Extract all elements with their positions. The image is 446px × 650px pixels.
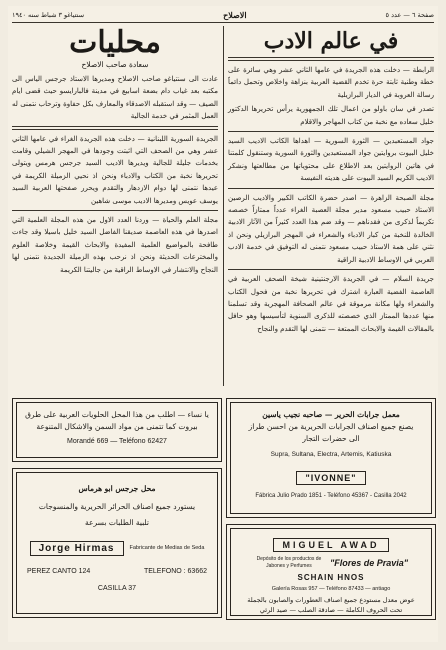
header-date: سنتياغو ٣ شباط سنه ١٩٤٠ [12,11,85,19]
section-title-local: محليات [69,25,161,60]
divider [12,126,218,130]
ad-address: Morandé 669 — Teléfono 62427 [67,438,167,445]
ad-brand-name: "IVONNE" [296,471,365,485]
article-subhead: سعادة صاحب الاصلاح [81,60,149,69]
article-paragraph: جواد المستعبدين — الثورة السورية — اهداها الكاتب الاديب السيد خليل البيوت بروايتين جواد المستعبدين والثورة السورية وستنقول كلمتنا في هاتين الروايتين بعد الاطلاع على محتوياتها من مطالعتها ونشكر الاديب الكريم السيد البيوت على هديته النفيسة [228,137,434,183]
ad-company: SCHAIN HNOS [297,573,365,582]
article-paragraph: جريدة السلام — في الجريدة الارجنتينية شيخة الصحف العربية في العاصمة الفضية العبارة اشترك في تحريرها نخبة من فحول الكتاب والشعراء ولها مكانة مرموقة في عالم الصحافة المهجرية وقد تسلمنا منها عددها الممتاز الذي خصصته للذكرى السنوية لتأسيسها وهو حافل بالمقالات القيمة والابحاث الممتعة — نتمنى لها التقدم والنجاح [228,275,434,333]
ad-description: Fabricante de Medias de Seda [129,545,205,551]
ad-brands: Supra, Sultana, Electra, Artemis, Katiuska [270,451,392,458]
ad-address: Galería Rosas 957 — Teléfono 87433 — antiago [271,586,391,592]
left-column [12,26,218,278]
ad-line: محل جرجس ابو هرماس [78,484,156,493]
ad-line: يا نساء — اطلب من هذا المحل الحلويات العربية على طرق [25,410,209,419]
ad-footer: Fábrica Julio Prado 1851 - Teléfono 45367 - Casilla 2042 [255,493,407,499]
newspaper-page [8,6,438,642]
ad-line: عوض معدل مستودع جميع اصناف العطورات والصابون بالجملة [247,596,415,604]
ad-address: PEREZ CANTO 124 [27,568,91,575]
ad-sweets [12,398,222,462]
divider [228,269,434,270]
article-paragraph: عادت الى سنتياغو صاحب الاصلاح ومديرها الاستاذ جرجس الياس الى مكتبه بعد غياب دام بضعة اسابيع في مدينة فالبارايسو حيث قضى ايام الصيف — وقد استقبله الاصدقاء والمعارف بكل حفاوة وترحاب نتمنى له العمل المثمر في خدمة الجالية [12,75,218,121]
ad-jorge-hirmas [12,468,222,618]
article-paragraph: الرابطة — دخلت هذه الجريدة في عامها الثاني عشر وهي سائرة على خطة وطنية ثابتة حرة تخدم القضية العربية بنزاهة واخلاص وتحمل دائماً رسالة العروبة في الديار البرازيلية [228,66,434,99]
ad-line: معمل جرابات الحرير — صاحبه نجيب ياسين [262,410,400,419]
divider [228,188,434,189]
ad-miguel-awad [226,524,436,620]
ad-line: بيروت كما تتمنى من مواد السمن والاشكال المتنوعة [36,422,198,431]
ad-line: تلبية الطلبات بسرعة [85,518,149,527]
ad-casilla: CASILLA 37 [97,585,137,592]
article-paragraph: تصدر في سان باولو من اعمال تلك الجمهورية يرأس تحريرها الدكتور خليل سعاده مع نخبة من كتاب المهاجر والاقلام [228,105,434,126]
section-title-literature: في عالم الادب [263,28,399,54]
page-header [12,8,434,23]
ad-description: Depósito de los productos de Jabones y Perfumes [256,556,322,569]
header-paper-name: الاصلاح [223,10,247,20]
right-column [228,26,434,337]
ad-line: تحت الحروف الكاملة — صادقة الصلب — صيد الرئي [259,606,403,614]
ad-ivonne [226,398,436,518]
ad-line: يستورد جميع اصناف الحرائر الحريرية والمنسوجات [38,502,196,511]
header-page-info: صفحة ٦ — عدد ٥ [385,11,434,19]
ad-brand-name: MIGUEL AWAD [273,538,388,552]
divider [228,131,434,132]
ad-product: "Flores de Pravia" [329,557,409,568]
ad-phone: TELEFONO : 63662 [143,568,207,575]
article-paragraph: مجلة الصبحة الزاهرة — اصدر حضرة الكاتب الكبير والاديب الرصين الاستاذ حبيب مسعود مدير مجلة العصبة الغراء عدداً ممتازاً خصصه تكريماً لذكرى من فقدناهم — وقد ضم هذا العدد كثيراً من الآثار الادبية الخالدة للنخبة من كبار الادباء والشعراء في المهجر البرازيلي ونحن اذ نثني على همة الاستاذ حبيب مسعود نتمنى له التوفيق في خدمة الادب العربي في الاوساط الادبية الراقية [228,193,434,264]
ad-line: يصنع جميع اصناف الجرابات الحريرية من احسن طراز [248,422,414,431]
article-paragraph: الجريدة السورية اللبنانية — دخلت هذه الجريدة الغراء في عامها الثاني عشر وهي من الصحف التي اثبتت وجودها في المهجر الشيلي وقامت بخدمات جليلة للجالية ويديرها الاديب السيد جرجس هرمس ويتولى تحريرها نخبة من الكتاب والادباء ونحن اذ نحيي الزميلة الكريمة في عيدها نتمنى لها دوام الازدهار والتقدم ويحرر صفحتها العربية السيد يوسف عويس ومديرها الاديب موسى شاهين [12,134,218,205]
article-paragraph: مجلة العلم والحياة — وردنا العدد الاول من هذه المجلة العلمية التي اصدرها في هذه العاصمة صديقنا الفاضل السيد خليل باسيلا وقد جاءت طافحة بالمواضيع العلمية المفيدة والابحاث القيمة وخلاصة العلوم والمخترعات الحديثة ونحن اذ نرحب بهذه الزميلة الجديدة نتمنى لها النجاح والانتشار في الاوساط الراقية من جاليتنا الكريمة [12,216,218,274]
divider [228,57,434,61]
ad-line: الى حضرات التجار [302,434,360,443]
column-divider [223,26,224,386]
divider [12,210,218,211]
ad-brand-name: Jorge Hirmas [30,541,124,556]
